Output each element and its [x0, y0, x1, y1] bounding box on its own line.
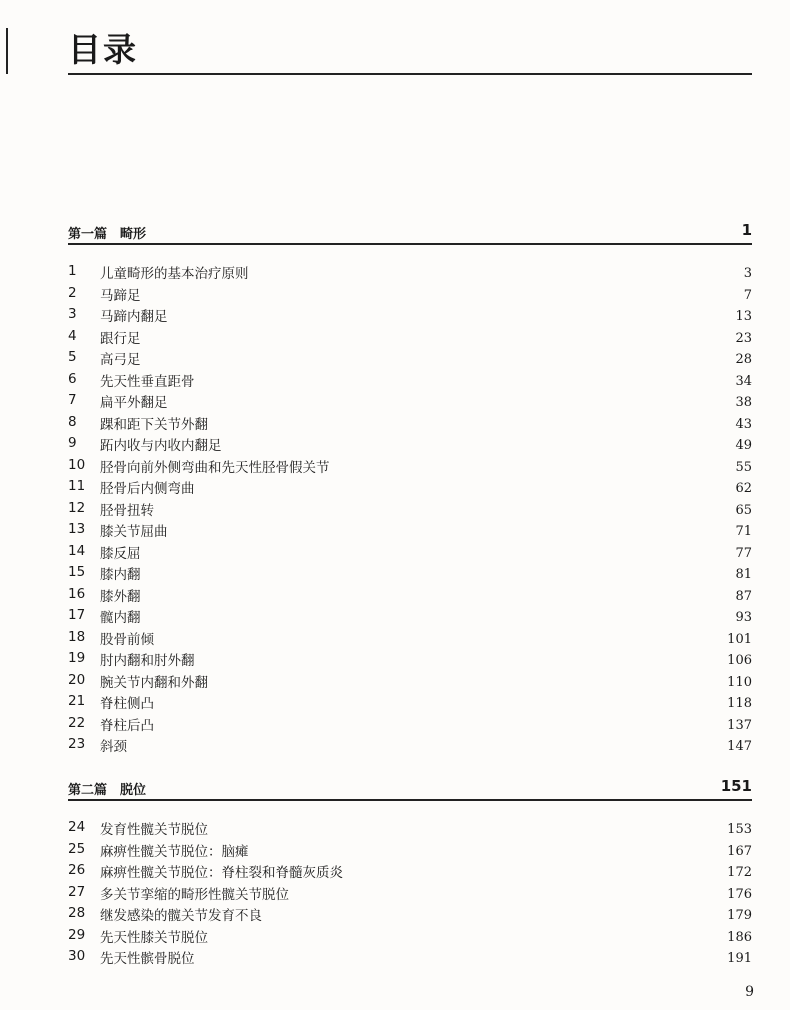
chapter-number: 20	[68, 671, 86, 688]
chapter-page-number: 55	[735, 459, 752, 475]
chapter-number: 30	[68, 948, 86, 964]
chapter-number: 14	[68, 542, 86, 559]
chapter-title: 膝反屈	[100, 545, 141, 562]
margin-bar	[6, 28, 8, 74]
chapter-page-number: 93	[735, 610, 752, 625]
toc-entry[interactable]	[68, 520, 752, 541]
chapter-number: 1	[68, 263, 77, 279]
toc-entry[interactable]	[68, 628, 752, 649]
chapter-title: 胫骨后内侧弯曲	[100, 481, 195, 497]
toc-entry[interactable]	[68, 370, 752, 391]
chapter-title: 斜颈	[100, 739, 127, 755]
chapter-title: 先天性膝关节脱位	[100, 929, 208, 946]
toc-entry[interactable]	[68, 499, 752, 520]
toc-entry[interactable]	[68, 585, 752, 606]
chapter-title: 多关节挛缩的畸形性髋关节脱位	[100, 886, 289, 903]
chapter-title: 膝内翻	[100, 567, 141, 583]
chapter-page-number: 62	[735, 481, 752, 496]
chapter-page-number: 172	[727, 865, 752, 880]
page-number: 9	[745, 984, 754, 1000]
title-rule	[68, 73, 752, 75]
chapter-page-number: 28	[735, 352, 752, 367]
chapter-number: 16	[68, 585, 86, 602]
chapter-number: 8	[68, 413, 77, 430]
toc-entry[interactable]	[68, 692, 752, 713]
part-page-number: 1	[741, 221, 752, 239]
chapter-title: 高弓足	[100, 352, 141, 368]
chapter-number: 7	[68, 392, 77, 408]
toc-entry[interactable]	[68, 456, 752, 477]
chapter-number: 29	[68, 926, 86, 943]
chapter-title: 跖内收与内收内翻足	[100, 438, 222, 454]
toc-entry[interactable]	[68, 883, 752, 904]
toc-entry[interactable]	[68, 606, 752, 627]
toc-entry[interactable]	[68, 284, 752, 305]
chapter-number: 27	[68, 883, 86, 900]
chapter-page-number: 34	[735, 373, 752, 389]
chapter-number: 17	[68, 607, 86, 623]
chapter-page-number: 38	[735, 395, 752, 410]
chapter-number: 2	[68, 284, 77, 301]
chapter-page-number: 43	[735, 416, 752, 432]
toc-entry[interactable]	[68, 818, 752, 839]
chapter-page-number: 81	[735, 567, 752, 582]
chapter-page-number: 49	[735, 438, 752, 453]
toc-entry[interactable]	[68, 262, 752, 283]
part-rule	[68, 243, 752, 245]
toc-entry[interactable]	[68, 671, 752, 692]
toc-entry[interactable]	[68, 649, 752, 670]
chapter-number: 21	[68, 693, 86, 709]
chapter-page-number: 101	[727, 631, 752, 647]
chapter-title: 先天性垂直距骨	[100, 373, 195, 390]
toc-entry[interactable]	[68, 735, 752, 756]
chapter-number: 24	[68, 819, 86, 835]
chapter-page-number: 106	[727, 653, 752, 668]
part-page-number: 151	[720, 777, 752, 795]
chapter-page-number: 179	[727, 908, 752, 923]
chapter-title: 跟行足	[100, 330, 141, 347]
chapter-title: 腕关节内翻和外翻	[100, 674, 208, 691]
chapter-title: 胫骨扭转	[100, 502, 154, 519]
chapter-number: 22	[68, 714, 86, 731]
chapter-page-number: 71	[735, 524, 752, 539]
chapter-number: 4	[68, 327, 77, 344]
chapter-page-number: 186	[727, 929, 752, 945]
chapter-title: 先天性髌骨脱位	[100, 951, 195, 967]
chapter-number: 26	[68, 862, 86, 878]
toc-entry[interactable]	[68, 391, 752, 412]
chapter-title: 麻痹性髋关节脱位：脑瘫	[100, 843, 249, 860]
chapter-number: 23	[68, 736, 86, 752]
chapter-number: 12	[68, 499, 86, 516]
page-title: 目录	[68, 30, 138, 69]
chapter-page-number: 118	[727, 696, 752, 711]
chapter-number: 13	[68, 521, 86, 537]
chapter-title: 髋内翻	[100, 610, 141, 626]
chapter-title: 膝关节屈曲	[100, 524, 168, 540]
chapter-number: 18	[68, 628, 86, 645]
chapter-number: 9	[68, 435, 77, 451]
chapter-number: 5	[68, 349, 77, 365]
chapter-page-number: 147	[727, 739, 752, 754]
chapter-title: 马蹄足	[100, 287, 141, 304]
toc-entry[interactable]	[68, 840, 752, 861]
chapter-page-number: 23	[735, 330, 752, 346]
chapter-title: 麻痹性髋关节脱位：脊柱裂和脊髓灰质炎	[100, 865, 343, 881]
toc-entry[interactable]	[68, 947, 752, 968]
chapter-page-number: 110	[727, 674, 752, 690]
chapter-title: 膝外翻	[100, 588, 141, 605]
chapter-title: 踝和距下关节外翻	[100, 416, 208, 433]
chapter-number: 28	[68, 905, 86, 921]
chapter-number: 25	[68, 840, 86, 857]
chapter-title: 脊柱侧凸	[100, 696, 154, 712]
chapter-number: 10	[68, 456, 86, 473]
chapter-page-number: 191	[727, 951, 752, 966]
chapter-page-number: 65	[735, 502, 752, 518]
chapter-title: 继发感染的髋关节发育不良	[100, 908, 262, 924]
chapter-number: 3	[68, 306, 77, 322]
chapter-page-number: 167	[727, 843, 752, 859]
toc-entry[interactable]	[68, 714, 752, 735]
chapter-title: 股骨前倾	[100, 631, 154, 648]
chapter-number: 19	[68, 650, 86, 666]
chapter-page-number: 13	[735, 309, 752, 324]
toc-entry[interactable]	[68, 563, 752, 584]
toc-entry[interactable]	[68, 904, 752, 925]
chapter-page-number: 176	[727, 886, 752, 902]
chapter-number: 15	[68, 564, 86, 580]
toc-entry[interactable]	[68, 861, 752, 882]
toc-entry[interactable]	[68, 477, 752, 498]
toc-entry[interactable]	[68, 542, 752, 563]
toc-entry[interactable]	[68, 348, 752, 369]
toc-entry[interactable]	[68, 413, 752, 434]
chapter-page-number: 7	[743, 287, 752, 303]
toc-entry[interactable]	[68, 305, 752, 326]
chapter-number: 6	[68, 370, 77, 387]
chapter-title: 肘内翻和肘外翻	[100, 653, 195, 669]
chapter-number: 11	[68, 478, 86, 494]
chapter-title: 胫骨向前外侧弯曲和先天性胫骨假关节	[100, 459, 330, 476]
chapter-title: 发育性髋关节脱位	[100, 822, 208, 838]
toc-entry[interactable]	[68, 926, 752, 947]
chapter-page-number: 3	[743, 266, 752, 281]
part-label: 第一篇 畸形	[68, 227, 147, 242]
chapter-title: 马蹄内翻足	[100, 309, 168, 325]
chapter-title: 儿童畸形的基本治疗原则	[100, 266, 249, 282]
chapter-page-number: 137	[727, 717, 752, 733]
chapter-page-number: 77	[735, 545, 752, 561]
part-heading[interactable]	[68, 777, 752, 799]
toc-entry[interactable]	[68, 434, 752, 455]
chapter-title: 扁平外翻足	[100, 395, 168, 411]
part-label: 第二篇 脱位	[68, 783, 147, 798]
chapter-page-number: 87	[735, 588, 752, 604]
part-heading[interactable]	[68, 221, 752, 243]
chapter-title: 脊柱后凸	[100, 717, 154, 734]
part-rule	[68, 799, 752, 801]
chapter-page-number: 153	[727, 822, 752, 837]
toc-entry[interactable]	[68, 327, 752, 348]
